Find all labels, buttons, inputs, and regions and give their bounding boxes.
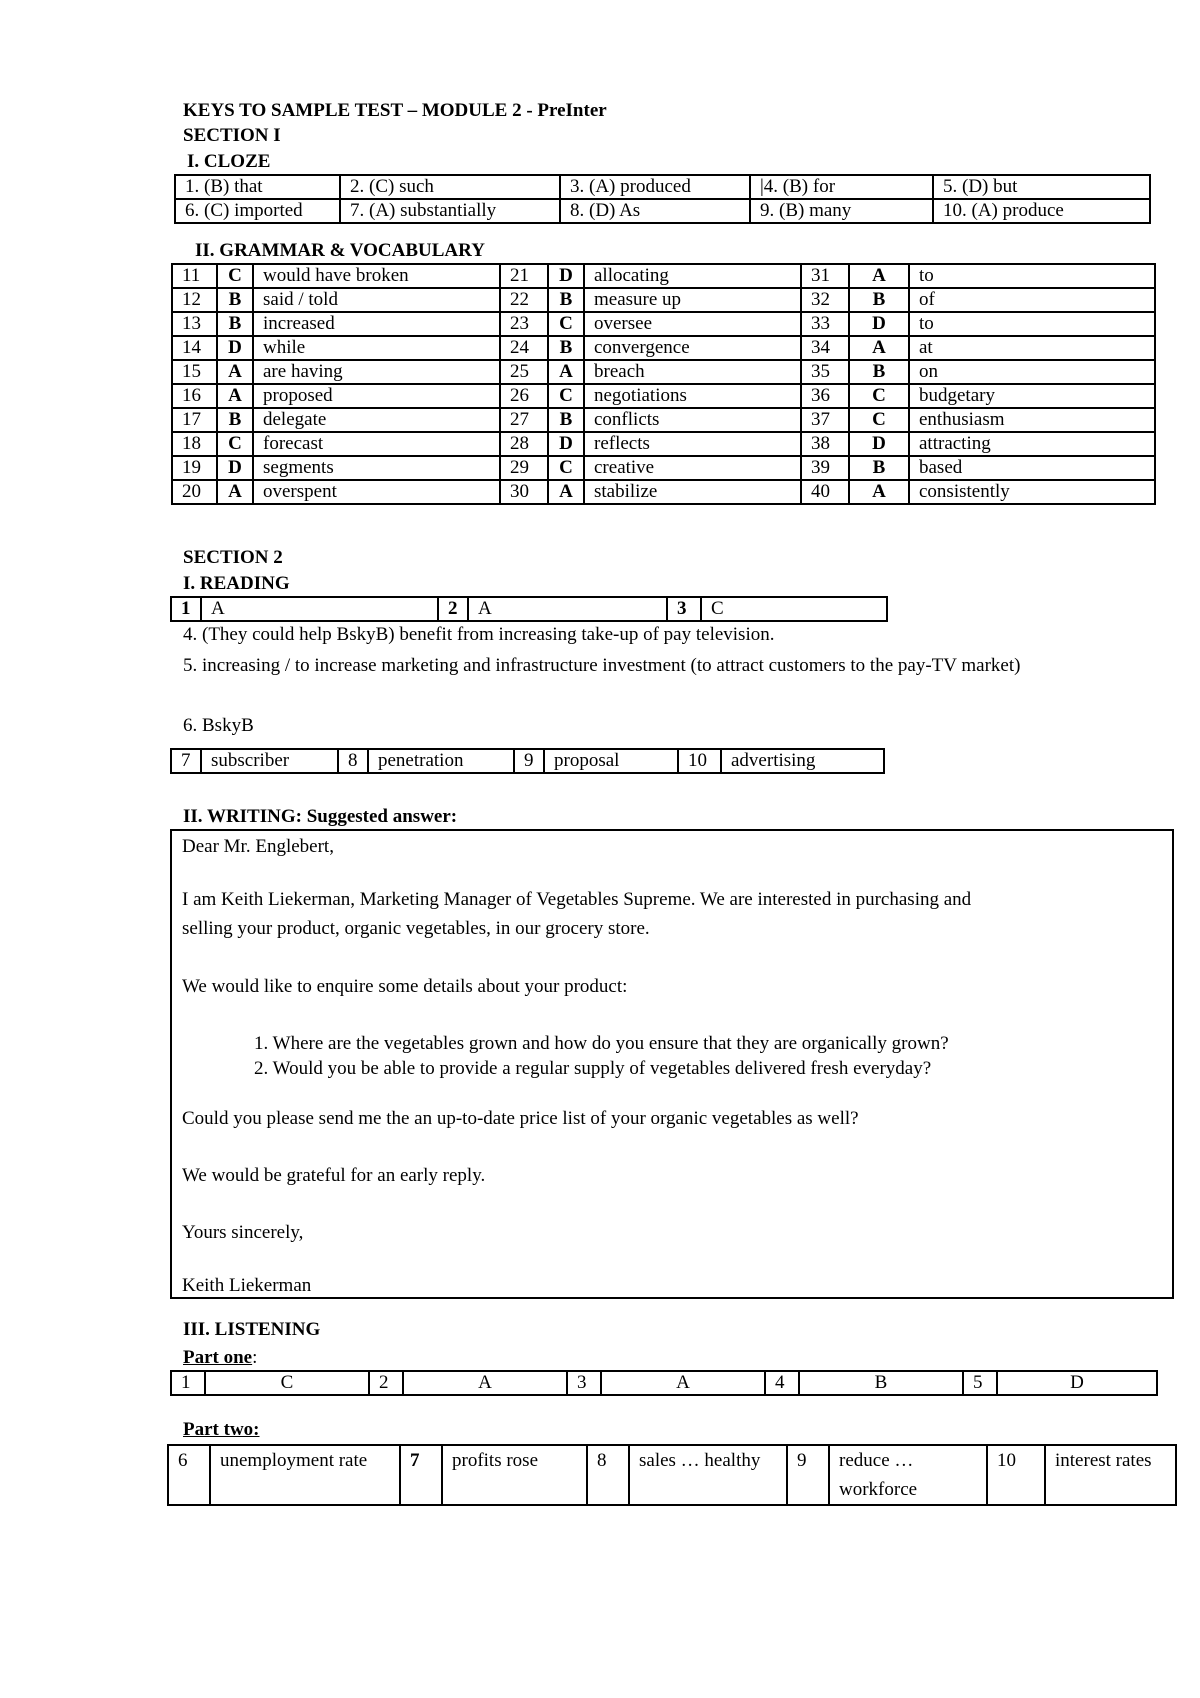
- answer-word: forecast: [253, 432, 500, 456]
- question-number: 29: [500, 456, 548, 480]
- answer-word: unemployment rate: [210, 1445, 400, 1505]
- cloze-answer-cell: 5. (D) but: [933, 175, 1150, 199]
- answer-word: measure up: [584, 288, 801, 312]
- answer-letter: B: [217, 288, 253, 312]
- answer-letter: A: [849, 336, 909, 360]
- answer-letter: D: [217, 456, 253, 480]
- answer-letter: A: [548, 480, 584, 504]
- letter-question-2: 2. Would you be able to provide a regular supply of vegetables delivered fresh everyday?: [254, 1058, 932, 1079]
- answer-letter: A: [601, 1371, 765, 1395]
- question-number: 40: [801, 480, 849, 504]
- answer-word: convergence: [584, 336, 801, 360]
- document-title: KEYS TO SAMPLE TEST – MODULE 2 - PreInter: [183, 100, 607, 121]
- grammar-row: [172, 408, 1155, 432]
- grammar-row: [172, 360, 1155, 384]
- cloze-answer-cell: 2. (C) such: [340, 175, 560, 199]
- question-number: 24: [500, 336, 548, 360]
- question-number: 17: [172, 408, 217, 432]
- grammar-answers-table: [171, 263, 1156, 505]
- answer-letter: D: [217, 336, 253, 360]
- answer-word: creative: [584, 456, 801, 480]
- answer-letter: C: [217, 432, 253, 456]
- reading-heading: I. READING: [183, 573, 290, 594]
- cloze-row: [175, 199, 1150, 223]
- cloze-heading: I. CLOZE: [187, 151, 271, 172]
- question-number: 33: [801, 312, 849, 336]
- question-number: 3: [567, 1371, 601, 1395]
- answer-letter: D: [849, 432, 909, 456]
- answer-letter: D: [997, 1371, 1157, 1395]
- listening-part-two-table: [167, 1444, 1177, 1506]
- answer-word: negotiations: [584, 384, 801, 408]
- grammar-row: [172, 456, 1155, 480]
- listening-part-two-row: [168, 1445, 1176, 1505]
- reading-answers-table-2: [170, 748, 885, 774]
- question-number: 31: [801, 264, 849, 288]
- question-number: 21: [500, 264, 548, 288]
- question-number: 13: [172, 312, 217, 336]
- answer-letter: B: [849, 456, 909, 480]
- listening-row: [171, 1371, 1157, 1395]
- question-number: 20: [172, 480, 217, 504]
- answer-letter: D: [548, 432, 584, 456]
- answer-letter: C: [849, 384, 909, 408]
- letter-greeting: Dear Mr. Englebert,: [182, 836, 334, 857]
- question-number: 8: [338, 749, 368, 773]
- question-number: 10: [987, 1445, 1045, 1505]
- answer-word: said / told: [253, 288, 500, 312]
- cloze-rows: [175, 175, 1150, 223]
- writing-letter-box: [170, 829, 1174, 1299]
- answer-word: subscriber: [201, 749, 338, 773]
- answer-word: based: [909, 456, 1155, 480]
- section-2-heading: SECTION 2: [183, 547, 283, 568]
- answer-word: consistently: [909, 480, 1155, 504]
- answer-letter: B: [548, 336, 584, 360]
- reading-row: [171, 597, 887, 621]
- reading-answer-6: 6. BskyB: [183, 715, 254, 736]
- answer-word: reflects: [584, 432, 801, 456]
- answer-letter: C: [205, 1371, 369, 1395]
- answer-word: overspent: [253, 480, 500, 504]
- answer-letter: C: [701, 597, 887, 621]
- question-number: 10: [678, 749, 721, 773]
- answer-word: of: [909, 288, 1155, 312]
- answer-word: delegate: [253, 408, 500, 432]
- answer-letter: A: [201, 597, 438, 621]
- cloze-answer-cell: 10. (A) produce: [933, 199, 1150, 223]
- question-number: 32: [801, 288, 849, 312]
- letter-signature: Keith Liekerman: [182, 1275, 312, 1296]
- answer-letter: B: [548, 288, 584, 312]
- part-one-colon: :: [252, 1347, 258, 1368]
- letter-closing: Yours sincerely,: [182, 1222, 304, 1243]
- writing-heading: II. WRITING: Suggested answer:: [183, 806, 458, 827]
- answer-word: to: [909, 312, 1155, 336]
- grammar-row: [172, 312, 1155, 336]
- question-number: 2: [369, 1371, 403, 1395]
- answer-word: increased: [253, 312, 500, 336]
- question-number: 1: [171, 597, 201, 621]
- question-number: 2: [438, 597, 468, 621]
- question-number: 7: [171, 749, 201, 773]
- section-1-heading: SECTION I: [183, 125, 281, 146]
- question-number: 9: [514, 749, 544, 773]
- grammar-row: [172, 432, 1155, 456]
- grammar-heading: II. GRAMMAR & VOCABULARY: [195, 240, 485, 261]
- reading-answers-table-1: [170, 596, 888, 622]
- question-number: 23: [500, 312, 548, 336]
- answer-letter: B: [799, 1371, 963, 1395]
- answer-letter: A: [849, 264, 909, 288]
- question-number: 11: [172, 264, 217, 288]
- reading-answer-4: 4. (They could help BskyB) benefit from increasing take-up of pay television.: [183, 624, 775, 645]
- question-number: 7: [400, 1445, 442, 1505]
- answer-letter: D: [849, 312, 909, 336]
- question-number: 39: [801, 456, 849, 480]
- reading-row: [171, 749, 884, 773]
- reading-row-2: [171, 749, 884, 773]
- grammar-row: [172, 384, 1155, 408]
- question-number: 37: [801, 408, 849, 432]
- letter-paragraph-3: Could you please send me the an up-to-date price list of your organic vegetables as well?: [182, 1108, 859, 1129]
- letter-paragraph-4: We would be grateful for an early reply.: [182, 1165, 486, 1186]
- answer-word: sales … healthy: [629, 1445, 787, 1505]
- listening-heading: III. LISTENING: [183, 1319, 321, 1340]
- question-number: 19: [172, 456, 217, 480]
- reading-row-1: [171, 597, 887, 621]
- grammar-row: [172, 288, 1155, 312]
- question-number: 15: [172, 360, 217, 384]
- cloze-answer-cell: |4. (B) for: [750, 175, 933, 199]
- question-number: 3: [667, 597, 701, 621]
- letter-question-1: 1. Where are the vegetables grown and how do you ensure that they are organically grown?: [254, 1033, 949, 1054]
- answer-letter: C: [548, 384, 584, 408]
- answer-letter: B: [548, 408, 584, 432]
- answer-word: penetration: [368, 749, 514, 773]
- answer-word: oversee: [584, 312, 801, 336]
- answer-word: proposal: [544, 749, 678, 773]
- question-number: 4: [765, 1371, 799, 1395]
- cloze-answer-cell: 1. (B) that: [175, 175, 340, 199]
- answer-letter: A: [468, 597, 667, 621]
- answer-word: would have broken: [253, 264, 500, 288]
- question-number: 28: [500, 432, 548, 456]
- answer-word: reduce … workforce: [829, 1445, 987, 1505]
- answer-letter: A: [217, 360, 253, 384]
- grammar-row: [172, 264, 1155, 288]
- question-number: 1: [171, 1371, 205, 1395]
- answer-word: on: [909, 360, 1155, 384]
- answer-letter: B: [217, 312, 253, 336]
- grammar-rows: [172, 264, 1155, 504]
- cloze-answer-cell: 7. (A) substantially: [340, 199, 560, 223]
- answer-word: at: [909, 336, 1155, 360]
- letter-paragraph-2: We would like to enquire some details about your product:: [182, 976, 628, 997]
- answer-word: while: [253, 336, 500, 360]
- question-number: 30: [500, 480, 548, 504]
- reading-answer-5: 5. increasing / to increase marketing and infrastructure investment (to attract customers to the pay-TV market): [183, 655, 1021, 676]
- question-number: 18: [172, 432, 217, 456]
- cloze-row: [175, 175, 1150, 199]
- answer-word: are having: [253, 360, 500, 384]
- answer-letter: B: [849, 288, 909, 312]
- answer-letter: D: [548, 264, 584, 288]
- answer-word: enthusiasm: [909, 408, 1155, 432]
- part-one-title: Part one: [183, 1347, 253, 1368]
- answer-word: breach: [584, 360, 801, 384]
- question-number: 9: [787, 1445, 829, 1505]
- answer-letter: A: [403, 1371, 567, 1395]
- part-one-label: [183, 1346, 257, 1370]
- question-number: 26: [500, 384, 548, 408]
- answer-letter: B: [217, 408, 253, 432]
- answer-word: attracting: [909, 432, 1155, 456]
- answer-word: stabilize: [584, 480, 801, 504]
- answer-word: conflicts: [584, 408, 801, 432]
- question-number: 5: [963, 1371, 997, 1395]
- answer-letter: C: [548, 456, 584, 480]
- grammar-row: [172, 480, 1155, 504]
- question-number: 25: [500, 360, 548, 384]
- answer-letter: A: [217, 480, 253, 504]
- grammar-row: [172, 336, 1155, 360]
- question-number: 22: [500, 288, 548, 312]
- answer-word: budgetary: [909, 384, 1155, 408]
- listening-part-one-table: [170, 1370, 1158, 1396]
- answer-word: to: [909, 264, 1155, 288]
- cloze-answer-cell: 3. (A) produced: [560, 175, 750, 199]
- listening-part-one-row: [171, 1371, 1157, 1395]
- question-number: 8: [587, 1445, 629, 1505]
- question-number: 35: [801, 360, 849, 384]
- answer-word: allocating: [584, 264, 801, 288]
- question-number: 16: [172, 384, 217, 408]
- listening-row: [168, 1445, 1176, 1505]
- question-number: 36: [801, 384, 849, 408]
- answer-letter: B: [849, 360, 909, 384]
- question-number: 38: [801, 432, 849, 456]
- question-number: 34: [801, 336, 849, 360]
- cloze-answer-cell: 9. (B) many: [750, 199, 933, 223]
- letter-paragraph-1a: I am Keith Liekerman, Marketing Manager of Vegetables Supreme. We are interested in purchasing and: [182, 889, 972, 910]
- question-number: 27: [500, 408, 548, 432]
- cloze-answer-cell: 8. (D) As: [560, 199, 750, 223]
- answer-word: segments: [253, 456, 500, 480]
- cloze-answer-cell: 6. (C) imported: [175, 199, 340, 223]
- answer-word: advertising: [721, 749, 884, 773]
- answer-word: interest rates: [1045, 1445, 1176, 1505]
- answer-word: profits rose: [442, 1445, 587, 1505]
- answer-letter: C: [217, 264, 253, 288]
- question-number: 12: [172, 288, 217, 312]
- answer-word: proposed: [253, 384, 500, 408]
- answer-letter: C: [849, 408, 909, 432]
- cloze-answers-table: [174, 174, 1151, 224]
- answer-letter: C: [548, 312, 584, 336]
- part-two-label: Part two:: [183, 1419, 260, 1440]
- answer-letter: A: [849, 480, 909, 504]
- answer-letter: A: [548, 360, 584, 384]
- letter-paragraph-1b: selling your product, organic vegetables, in our grocery store.: [182, 918, 650, 939]
- question-number: 6: [168, 1445, 210, 1505]
- answer-letter: A: [217, 384, 253, 408]
- question-number: 14: [172, 336, 217, 360]
